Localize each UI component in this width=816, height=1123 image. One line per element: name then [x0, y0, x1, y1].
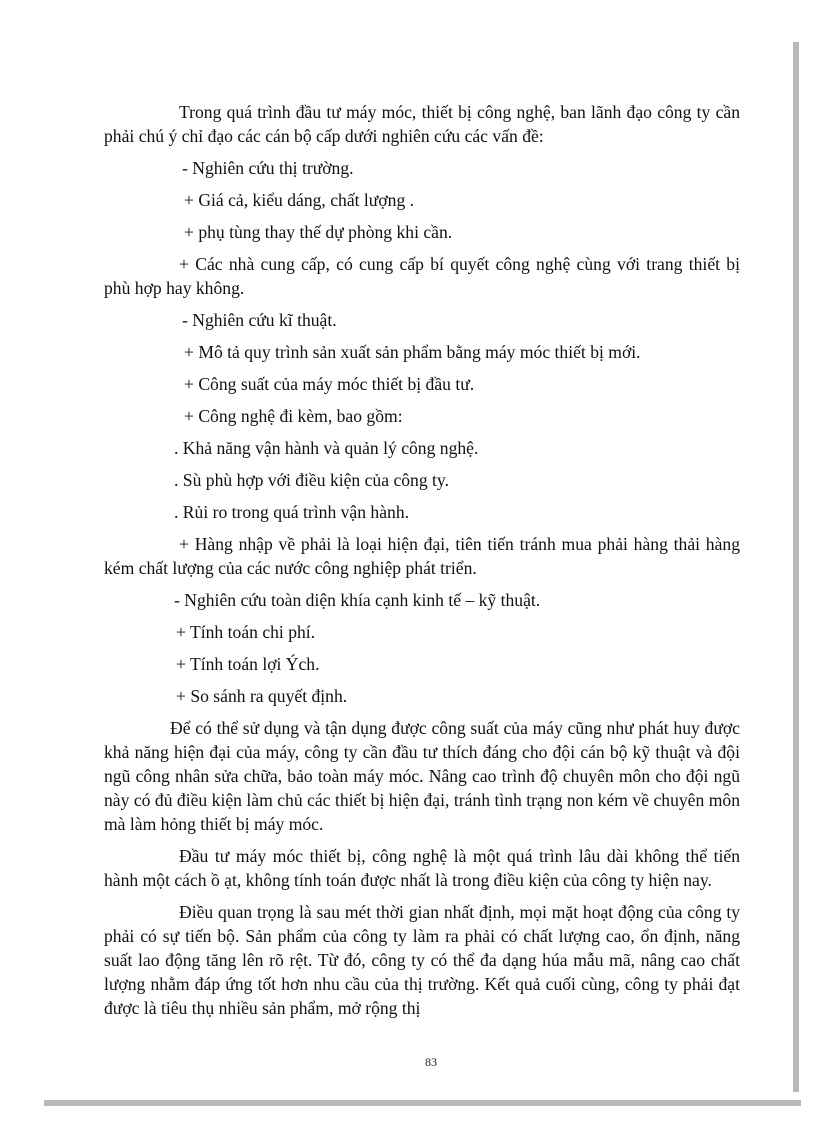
paragraph-progress: Điều quan trọng là sau mét thời gian nhất định, mọi mặt hoạt động của công ty phải có sự tiến bộ. Sản phẩm của công ty làm ra phải có chất lượng cao, ổn định, năng suất lao động tăng lên rõ rệt. Từ đó, công ty có thể đa dạng húa mẫu mã, nâng cao chất lượng nhằm đáp ứng tốt hơn nhu cầu của thị trường. Kết quả cuối cùng, công ty phải đạt được là tiêu thụ nhiều sản phẩm, mở rộng thị	[104, 902, 740, 1018]
paragraph-intro: Trong quá trình đầu tư máy móc, thiết bị công nghệ, ban lãnh đạo công ty cần phải chú ý chỉ đạo các cán bộ cấp dưới nghiên cứu các vấn đề:	[104, 102, 740, 146]
page-number: 83	[425, 1055, 437, 1069]
sub-item-suitability: . Sù phù hợp với điều kiện của công ty.	[174, 470, 449, 490]
heading-comprehensive-research: - Nghiên cứu toàn diện khía cạnh kinh tế – kỹ thuật.	[174, 590, 541, 610]
list-item-cost: + Tính toán chi phí.	[176, 622, 316, 642]
list-item-production-process: + Mô tả quy trình sản xuất sản phẩm bằng máy móc thiết bị mới.	[184, 342, 641, 362]
page-border-right	[793, 42, 799, 1092]
heading-technical-research: - Nghiên cứu kĩ thuật.	[182, 310, 337, 330]
sub-item-risk: . Rủi ro trong quá trình vận hành.	[174, 502, 410, 522]
list-item-spare-parts: + phụ tùng thay thế dự phòng khi cần.	[184, 222, 453, 242]
paragraph-technical-staff: Để có thể sử dụng và tận dụng được công suất của máy cũng như phát huy được khả năng hiện đại của máy, công ty cần đầu tư thích đáng cho đội cán bộ kỹ thuật và đội ngũ công nhân sửa chữa, bảo toàn máy móc. Nâng cao trình độ chuyên môn cho đội ngũ này có đủ điều kiện làm chủ các thiết bị hiện đại, tránh tình trạng non kém về chuyên môn mà làm hỏng thiết bị máy móc.	[104, 718, 740, 834]
list-item-decision: + So sánh ra quyết định.	[176, 686, 348, 706]
page-body	[104, 100, 740, 1020]
sub-item-operation: . Khả năng vận hành và quản lý công nghệ.	[174, 438, 479, 458]
list-item-capacity: + Công suất của máy móc thiết bị đầu tư.	[184, 374, 475, 394]
page-border-bottom	[44, 1100, 801, 1106]
list-item-technology: + Công nghệ đi kèm, bao gồm:	[184, 406, 403, 426]
heading-market-research: - Nghiên cứu thị trường.	[182, 158, 354, 178]
list-item-benefit: + Tính toán lợi Ých.	[176, 654, 320, 674]
list-item-suppliers: + Các nhà cung cấp, có cung cấp bí quyết công nghệ cùng với trang thiết bị phù hợp hay không.	[104, 254, 740, 298]
list-item-price: + Giá cả, kiểu dáng, chất lượng .	[184, 190, 415, 210]
list-item-imports: + Hàng nhập về phải là loại hiện đại, tiên tiến tránh mua phải hàng thải hàng kém chất lượng của các nước công nghiệp phát triển.	[104, 534, 740, 578]
paragraph-long-term-investment: Đầu tư máy móc thiết bị, công nghệ là một quá trình lâu dài không thể tiến hành một cách ồ ạt, không tính toán được nhất là trong điều kiện của công ty hiện nay.	[104, 846, 740, 890]
